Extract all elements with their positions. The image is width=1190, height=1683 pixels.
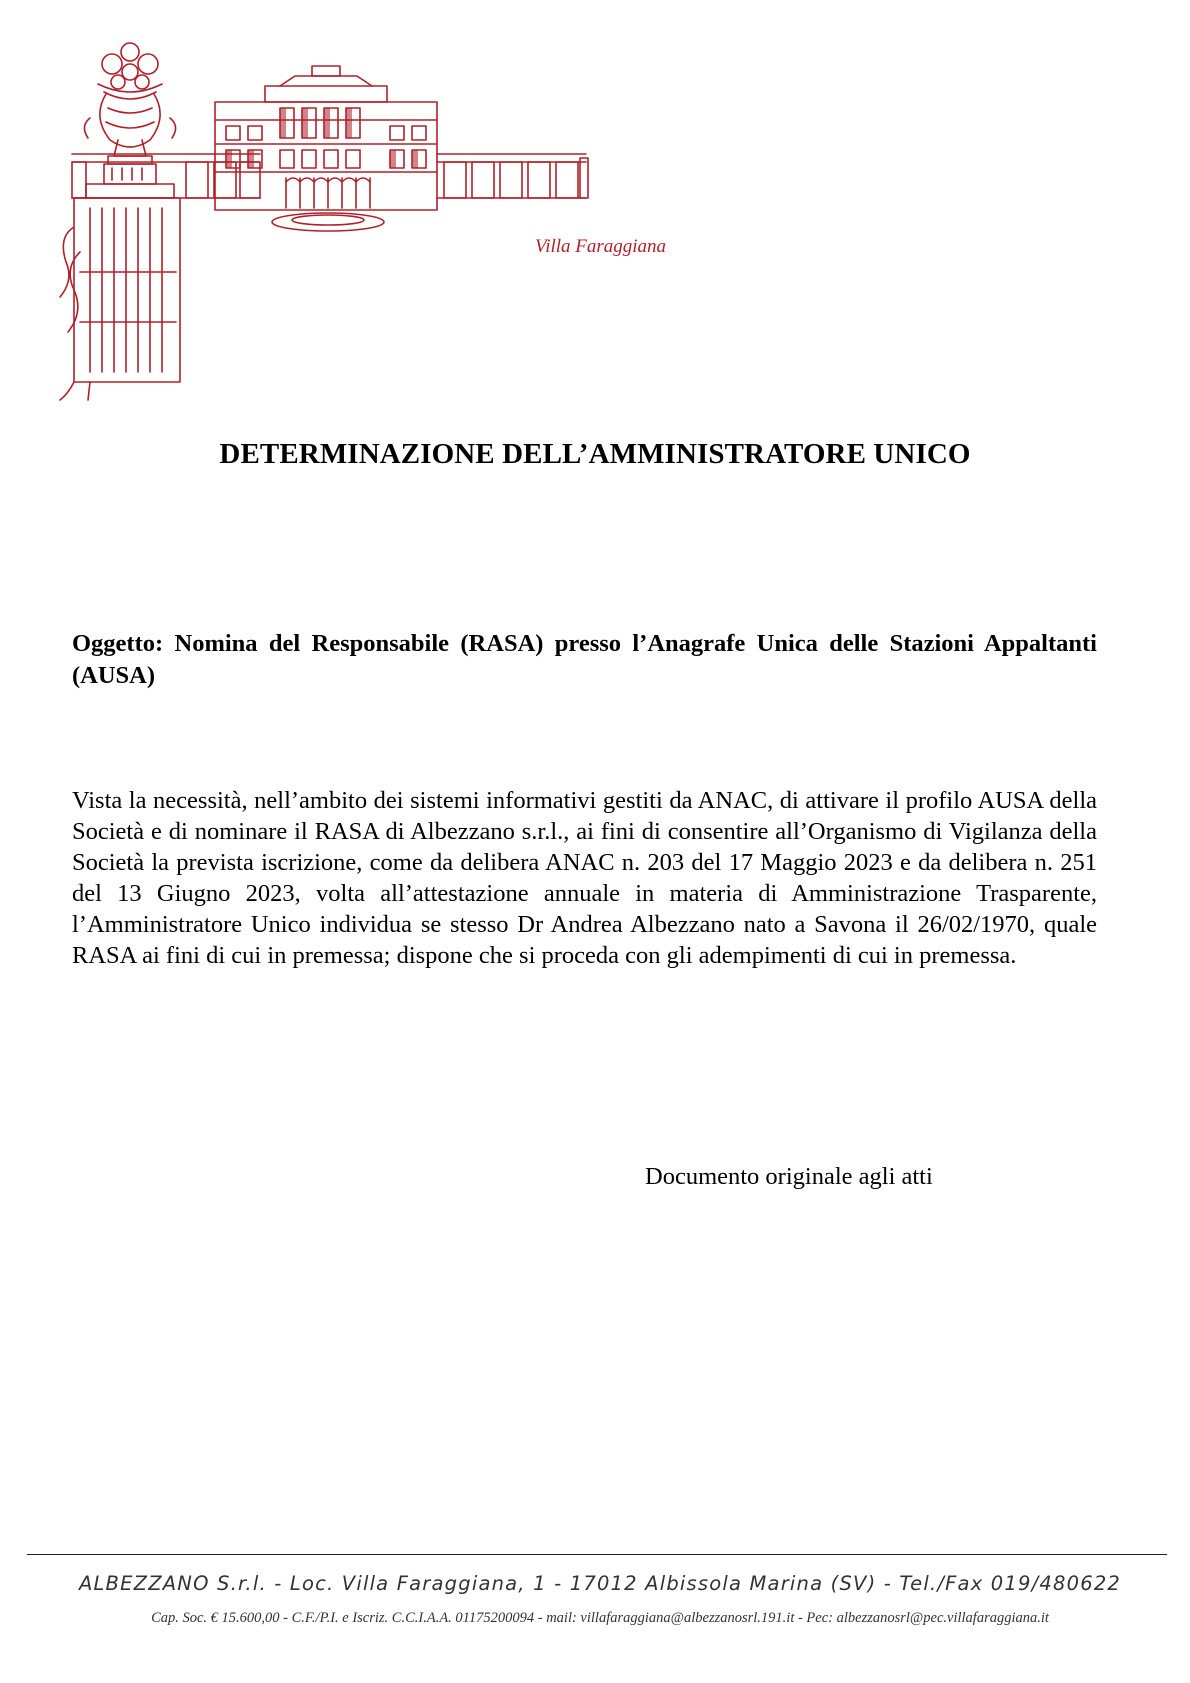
document-subject: Oggetto: Nomina del Responsabile (RASA) presso l’Anagrafe Unica delle Stazioni Appaltanti (AUSA) [72,630,1097,689]
villa-faraggiana-logo [50,22,650,412]
villa-name-label: Villa Faraggiana [535,236,667,257]
closing-note: Documento originale agli atti [645,1163,933,1190]
footer-divider [27,1554,1167,1555]
footer-company-address: ALBEZZANO S.r.l. - Loc. Villa Faraggiana, 1 - 17012 Albissola Marina (SV) - Tel./Fax 019/480622 [78,1572,1122,1595]
document-title: DETERMINAZIONE DELL’AMMINISTRATORE UNICO [219,438,971,470]
document-body: Vista la necessità, nell’ambito dei sistemi informativi gestiti da ANAC, di attivare il profilo AUSA della Società e di nominare il RASA di Albezzano s.r.l., ai fini di consentire all’Organismo di Vigilanza della Società la prevista iscrizione, come da delibera ANAC n. 203 del 17 Maggio 2023 e da delibera n. 251 del 13 Giugno 2023, volta all’attestazione annuale in materia di Amministrazione Trasparente, l’Amministratore Unico individua se stesso Dr Andrea Albezzano nato a Savona il 26/02/1970, quale RASA ai fini di cui in premessa; dispone che si proceda con gli adempimenti di cui in premessa. [72,787,1097,969]
letterhead [50,22,667,412]
footer-company-details: Cap. Soc. € 15.600,00 - C.F./P.I. e Iscriz. C.C.I.A.A. 01175200094 - mail: villafaraggiana@albezzanosrl.191.it - Pec: albezzanosrl@pec.villafaraggiana.it [151,1610,1049,1626]
